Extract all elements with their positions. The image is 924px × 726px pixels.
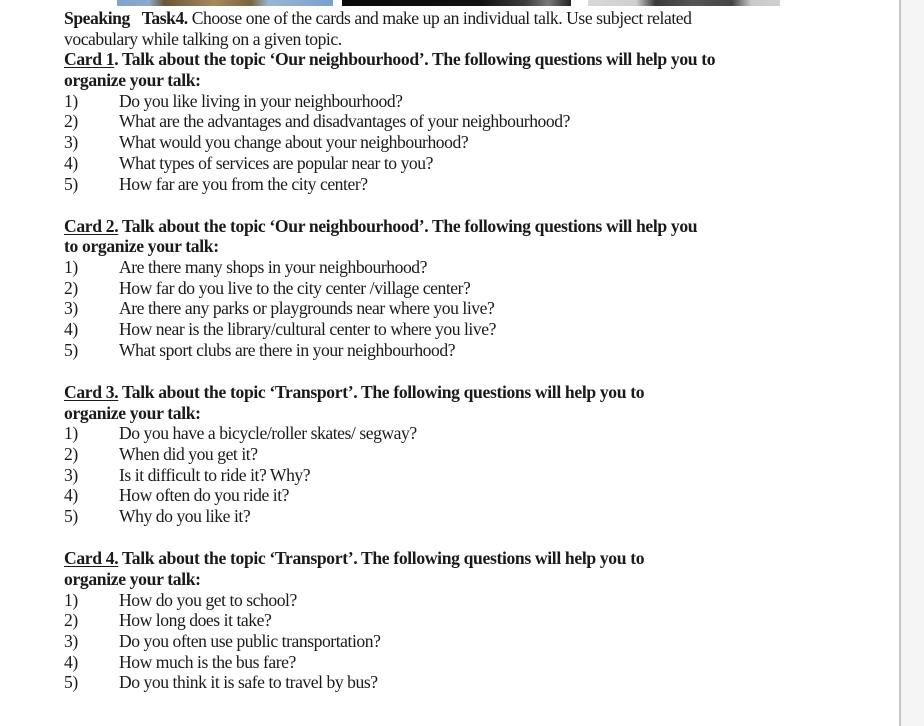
- card-heading-text: Talk about the topic ‘Transport’. The following questions will help you to: [118, 382, 645, 402]
- card-heading: [64, 216, 804, 237]
- question-number: 2): [64, 444, 78, 465]
- question-number: 1): [64, 589, 78, 610]
- question-text: Is it difficult to ride it? Why?: [119, 464, 311, 485]
- question-text: What types of services are popular near to you?: [119, 152, 433, 173]
- question-number: 1): [64, 90, 78, 111]
- question-text: How far do you live to the city center /village center?: [119, 277, 471, 298]
- card-label: Card 3.: [64, 382, 119, 402]
- question-text: How near is the library/cultural center to where you live?: [119, 319, 496, 340]
- question-item: [64, 111, 804, 132]
- question-number: 2): [64, 111, 78, 132]
- question-number: 2): [64, 610, 78, 631]
- question-item: [64, 132, 804, 153]
- spacer: [64, 361, 804, 383]
- cropped-photo-3: [588, 0, 780, 6]
- task-instruction-line-1: [64, 8, 804, 29]
- card-3: [64, 382, 804, 527]
- speaking-label: Speaking: [64, 8, 130, 28]
- question-number: 4): [64, 152, 78, 173]
- card-heading-text: Talk about the topic ‘Our neighbourhood’. The following questions will help you: [118, 215, 698, 236]
- question-item: [64, 319, 804, 340]
- question-item: [64, 278, 804, 299]
- card-heading: [64, 548, 804, 569]
- card-heading-line-2: organize your talk:: [64, 569, 201, 589]
- card-label: Card 4.: [64, 548, 119, 569]
- card-label-suffix: .: [114, 49, 119, 70]
- card-4: [64, 548, 804, 693]
- card-heading-line-2: organize your talk:: [64, 70, 201, 91]
- question-item: [64, 672, 804, 693]
- question-item: [64, 91, 804, 112]
- card-heading: [64, 49, 804, 70]
- card-heading-text: Talk about the topic ‘Our neighbourhood’. The following questions will help you to: [118, 49, 716, 70]
- page-edge-margin: [899, 0, 924, 726]
- question-item: [64, 444, 804, 465]
- question-number: 3): [64, 132, 78, 153]
- question-item: [64, 423, 804, 444]
- question-number: 4): [64, 485, 78, 506]
- question-item: [64, 298, 804, 319]
- question-item: [64, 610, 804, 631]
- card-heading-line-2: organize your talk:: [64, 402, 201, 423]
- question-text: Are there any parks or playgrounds near where you live?: [119, 298, 495, 319]
- question-item: [64, 340, 804, 361]
- card-heading-text: Talk about the topic ‘Transport’. The following questions will help you to: [118, 548, 645, 569]
- question-text: How do you get to school?: [119, 589, 297, 610]
- question-number: 5): [64, 339, 78, 360]
- question-text: Do you often use public transportation?: [119, 631, 381, 652]
- question-number: 5): [64, 506, 78, 527]
- question-text: Do you have a bicycle/roller skates/ segway?: [119, 423, 417, 444]
- question-item: [64, 174, 804, 195]
- question-number: 4): [64, 651, 78, 672]
- question-item: [64, 465, 804, 486]
- question-text: Why do you like it?: [119, 506, 251, 527]
- question-number: 1): [64, 257, 78, 278]
- question-item: [64, 485, 804, 506]
- instruction-text: Choose one of the cards and make up an individual talk. Use subject related: [187, 8, 692, 28]
- question-number: 3): [64, 464, 78, 485]
- question-number: 1): [64, 423, 78, 444]
- card-heading: [64, 382, 804, 403]
- card-1: [64, 49, 804, 194]
- spacer: [64, 527, 804, 549]
- question-item: [64, 257, 804, 278]
- question-number: 3): [64, 631, 78, 652]
- question-number: 5): [64, 173, 78, 194]
- card-label: Card 2.: [64, 215, 119, 236]
- question-text: What are the advantages and disadvantages of your neighbourhood?: [119, 111, 570, 132]
- question-number: 3): [64, 298, 78, 319]
- question-item: [64, 506, 804, 527]
- card-2: [64, 216, 804, 361]
- question-text: How far are you from the city center?: [119, 173, 368, 194]
- question-item: [64, 153, 804, 174]
- card-label: Card 1: [64, 49, 115, 70]
- question-text: When did you get it?: [119, 444, 258, 465]
- cropped-photo-1: [117, 0, 333, 6]
- question-text: What sport clubs are there in your neighbourhood?: [119, 339, 456, 360]
- question-number: 4): [64, 319, 78, 340]
- card-heading-line-2: to organize your talk:: [64, 236, 219, 257]
- question-item: [64, 590, 804, 611]
- document-body: [64, 8, 804, 693]
- question-number: 5): [64, 672, 78, 693]
- question-text: How often do you ride it?: [119, 485, 290, 506]
- task-instruction-line-2: vocabulary while talking on a given topic.: [64, 28, 342, 49]
- question-text: How long does it take?: [119, 610, 272, 631]
- question-text: Do you like living in your neighbourhood?: [119, 90, 403, 111]
- question-number: 2): [64, 277, 78, 298]
- cropped-photo-2: [342, 0, 571, 6]
- question-item: [64, 631, 804, 652]
- question-text: How much is the bus fare?: [119, 651, 296, 672]
- task-label: Task4.: [141, 8, 188, 28]
- question-text: Do you think it is safe to travel by bus?: [119, 672, 378, 693]
- question-item: [64, 652, 804, 673]
- question-text: Are there many shops in your neighbourhood?: [119, 257, 428, 278]
- question-text: What would you change about your neighbourhood?: [119, 132, 469, 153]
- spacer: [64, 194, 804, 216]
